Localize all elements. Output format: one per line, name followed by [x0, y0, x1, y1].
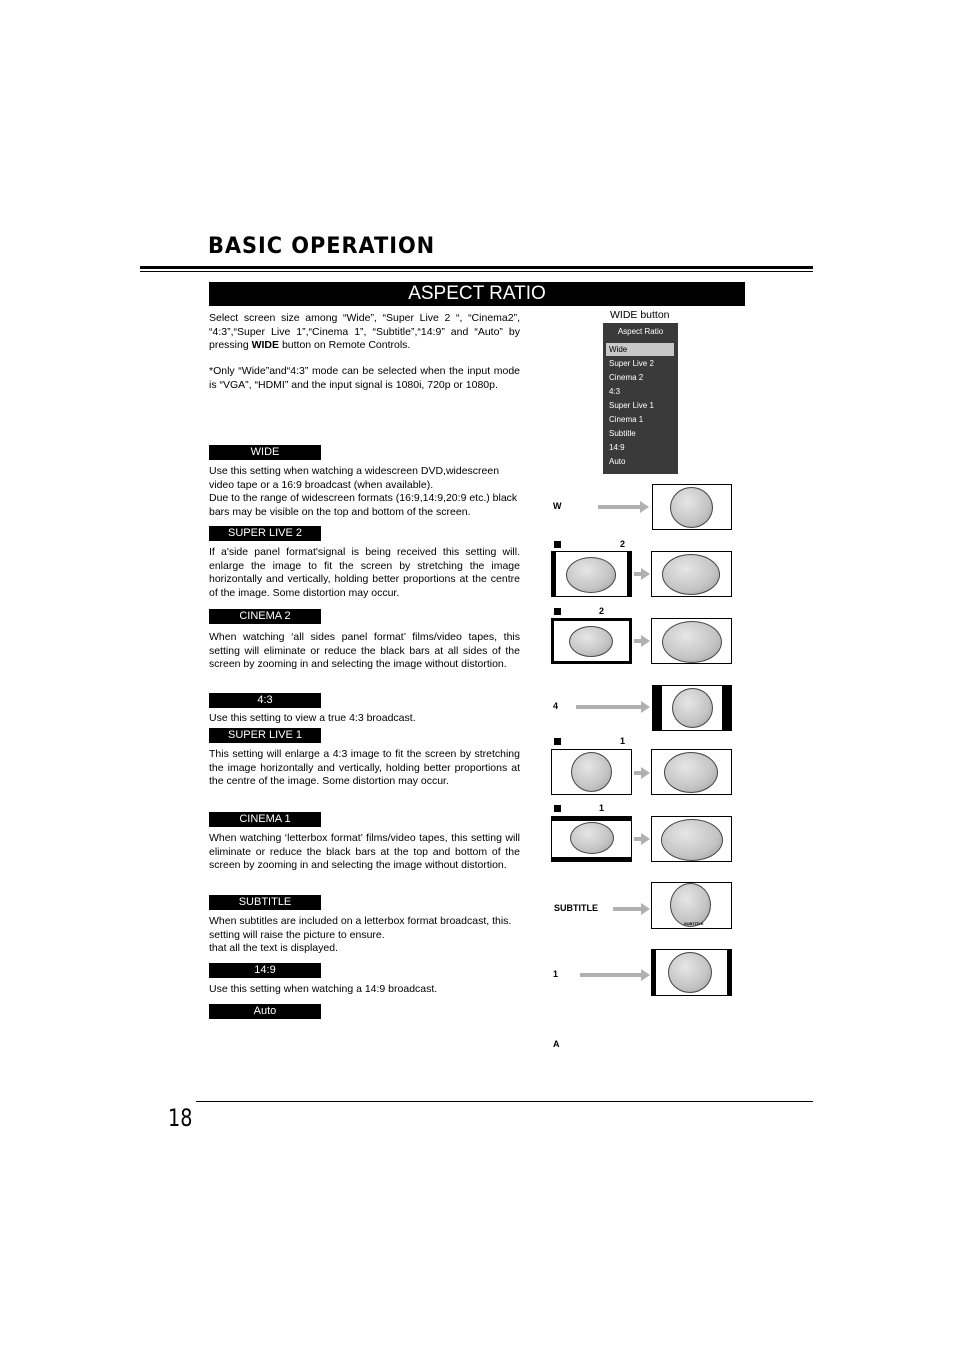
screen-output	[651, 949, 732, 996]
menu-item-cinema-2[interactable]: Cinema 2	[609, 373, 644, 382]
diagram-auto	[548, 1038, 738, 1052]
diagram-super-live-2	[548, 538, 738, 598]
arrow-head-icon	[641, 635, 650, 647]
picture-ellipse	[670, 487, 713, 528]
diagram-tag-subtitle: SUBTITLE	[554, 903, 598, 913]
mode-label-14-9: 14:9	[209, 963, 321, 978]
intro-paragraph: Select screen size among “Wide”, “Super Live 2 “, “Cinema2”, “4:3”,“Super Live 1”,“Cinema 1”, “Subtitle”,“14:9” and “Auto” by pressing WIDE button on Remote Controls.	[209, 312, 520, 351]
arrow-head-icon	[641, 767, 650, 779]
square-icon	[554, 541, 561, 548]
arrow-icon	[580, 973, 642, 977]
menu-item-auto[interactable]: Auto	[609, 457, 626, 466]
diagram-cinema-1	[548, 802, 738, 864]
screen-output	[652, 685, 732, 731]
arrow-head-icon	[641, 903, 650, 915]
diagram-tag-cinema-1: 1	[599, 803, 605, 813]
mode-label-super-live-2: SUPER LIVE 2	[209, 526, 321, 541]
menu-title: Aspect Ratio	[617, 327, 664, 336]
mode-desc-cinema-2: When watching ‘all sides panel format’ films/video tapes, this setting will eliminate or reduce the black bars at all sides of the screen by zooming in and selecting the image without distortion.	[209, 631, 520, 670]
mode-desc-cinema-1: When watching ‘letterbox format’ films/video tapes, this setting will eliminate or reduce the black bars at the top and bottom of the screen by zooming in and selecting the image without distortion.	[209, 832, 520, 871]
arrow-icon	[613, 907, 642, 911]
screen-input	[551, 618, 632, 664]
aspect-ratio-banner: ASPECT RATIO	[209, 282, 745, 306]
diagram-cinema-2	[548, 604, 738, 664]
mode-label-cinema-1: CINEMA 1	[209, 812, 321, 827]
picture-ellipse	[664, 752, 718, 793]
picture-ellipse	[571, 752, 612, 792]
arrow-head-icon	[641, 833, 650, 845]
menu-item-wide[interactable]: Wide	[606, 343, 674, 356]
diagram-tag-14-9: 1	[553, 969, 559, 979]
picture-ellipse	[668, 952, 712, 993]
diagram-tag-super-live-1: 1	[620, 736, 626, 746]
mode-label-auto: Auto	[209, 1004, 321, 1019]
menu-item-super-live-1[interactable]: Super Live 1	[609, 401, 654, 410]
screen-output	[651, 882, 732, 929]
square-icon	[554, 805, 561, 812]
arrow-head-icon	[641, 969, 650, 981]
picture-ellipse	[569, 626, 613, 657]
mode-label-cinema-2: CINEMA 2	[209, 609, 321, 624]
screen-output	[651, 749, 732, 795]
diagram-14-9	[548, 949, 738, 996]
mode-desc-4-3: Use this setting to view a true 4:3 broadcast.	[209, 712, 416, 724]
square-icon	[554, 738, 561, 745]
screen-input	[551, 816, 632, 862]
section-title: BASIC OPERATION	[208, 234, 436, 259]
aspect-ratio-menu	[603, 323, 678, 474]
diagram-tag-auto: A	[553, 1039, 560, 1049]
diagram-wide	[548, 484, 738, 530]
page-number: 18	[168, 1104, 193, 1132]
diagram-4-3	[548, 685, 738, 731]
arrow-head-icon	[640, 501, 649, 513]
diagram-super-live-1	[548, 735, 738, 797]
menu-item-cinema-1[interactable]: Cinema 1	[609, 415, 644, 424]
wide-button-label: WIDE button	[610, 309, 670, 321]
mode-desc-wide: Use this setting when watching a widescreen DVD,widescreen video tape or a 16:9 broadcast (when available). Due to the range of widescreen formats (16:9,14:9,20:9 etc.) black bars may be visible on the top and bottom of the screen.	[209, 465, 518, 518]
screen-input	[551, 551, 632, 597]
menu-item-14-9[interactable]: 14:9	[609, 443, 625, 452]
mode-label-subtitle: SUBTITLE	[209, 895, 321, 910]
picture-ellipse	[566, 557, 616, 593]
arrow-head-icon	[641, 701, 650, 713]
screen-output	[651, 551, 732, 597]
mode-label-4-3: 4:3	[209, 693, 321, 708]
square-icon	[554, 608, 561, 615]
header-rule-thin	[140, 271, 813, 272]
picture-ellipse	[570, 822, 614, 854]
arrow-head-icon	[641, 568, 650, 580]
picture-ellipse	[662, 554, 720, 595]
arrow-icon	[598, 505, 641, 509]
diagram-tag-cinema-2: 2	[599, 606, 605, 616]
screen-input	[551, 749, 632, 795]
intro-note: *Only “Wide”and“4:3” mode can be selected when the input mode is “VGA”, “HDMI” and the input signal is 1080i, 720p or 1080p.	[209, 365, 520, 391]
mode-desc-14-9: Use this setting when watching a 14:9 broadcast.	[209, 983, 438, 995]
mode-desc-subtitle: When subtitles are included on a letterbox format broadcast, this. setting will raise the picture to ensure. that all the text is displayed.	[209, 915, 512, 954]
mode-desc-super-live-1: This setting will enlarge a 4:3 image to fit the screen by stretching the image horizontally and vertically, holding better proportions at the centre of the image. Some distortion may occur.	[209, 748, 520, 787]
header-rule	[140, 266, 813, 269]
screen-output	[651, 816, 732, 862]
diagram-tag-super-live-2: 2	[620, 539, 626, 549]
menu-item-super-live-2[interactable]: Super Live 2	[609, 359, 654, 368]
footer-rule	[196, 1101, 813, 1102]
picture-ellipse	[661, 819, 723, 861]
mode-label-super-live-1: SUPER LIVE 1	[209, 728, 321, 743]
mode-label-wide: WIDE	[209, 445, 321, 460]
picture-ellipse	[672, 688, 713, 728]
diagram-tag-wide: W	[553, 501, 562, 511]
diagram-subtitle	[548, 882, 738, 930]
subtitle-text: SUBTITLE	[684, 921, 704, 926]
menu-item-subtitle[interactable]: Subtitle	[609, 429, 636, 438]
arrow-icon	[576, 705, 642, 709]
picture-ellipse	[662, 621, 722, 663]
screen-output	[652, 484, 732, 530]
mode-desc-super-live-2: If a'side panel format'signal is being received this setting will. enlarge the image to fit the screen by stretching the image horizontally and vertically, holding better proportions at the centre of the image. Some distortion may occur.	[209, 546, 520, 599]
menu-item-4-3[interactable]: 4:3	[609, 387, 621, 396]
screen-output	[651, 618, 732, 664]
diagram-tag-4-3: 4	[553, 701, 559, 711]
